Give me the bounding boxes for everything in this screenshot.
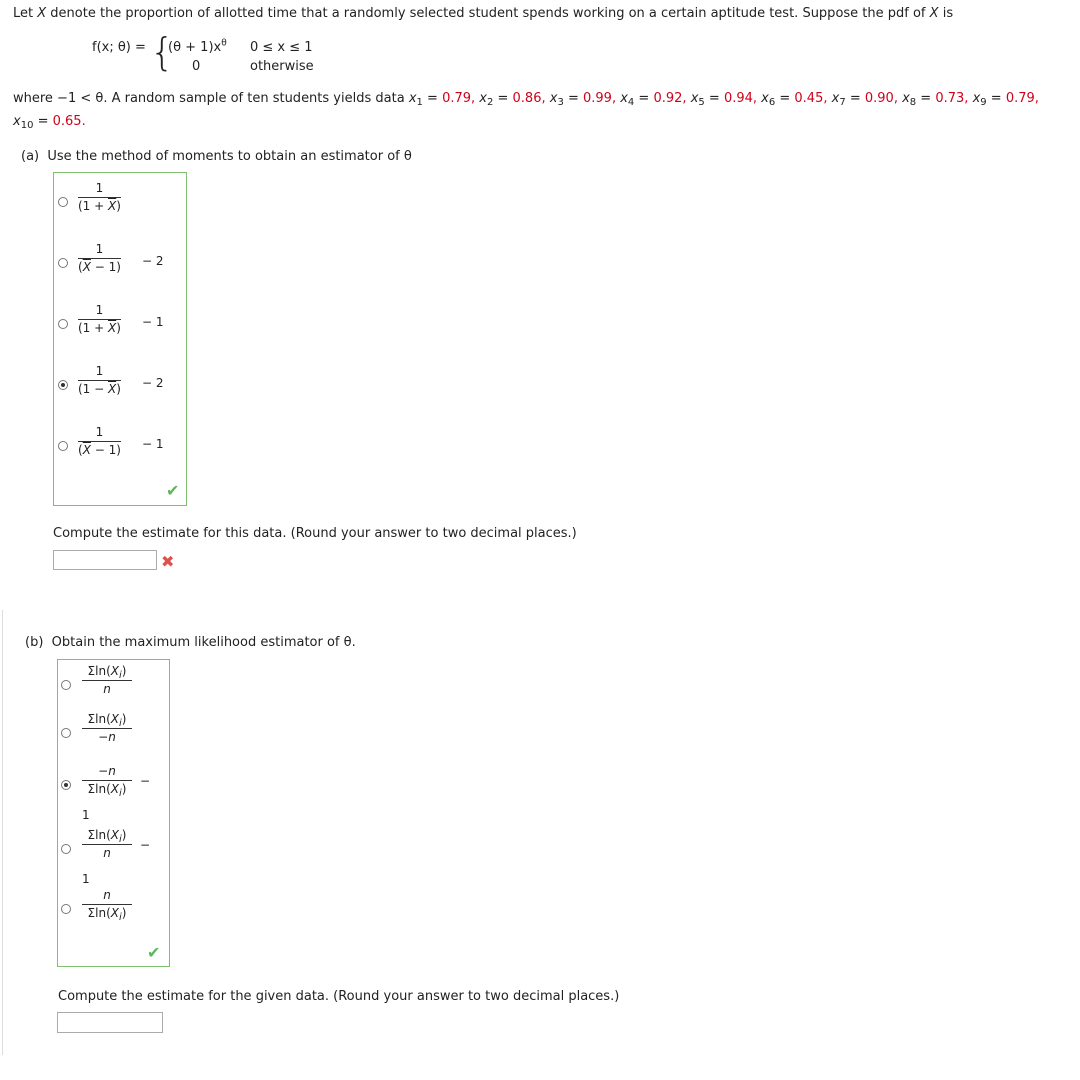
pdf-case1-expr: $(\theta + 1)x^\theta$ — [168, 38, 227, 55]
question-intro: Let X denote the proportion of allotted time that a randomly selected student spends working on a certain aptitude test. Suppose the pdf of X is — [13, 6, 954, 21]
part-b-options-box — [57, 659, 170, 967]
pdf-case2-cond: otherwise — [250, 59, 314, 74]
part-b-compute-prompt: Compute the estimate for the given data. (Round your answer to two decimal places.) — [58, 989, 620, 1004]
data-value: $x_2 = 0.86$, — [479, 91, 550, 108]
option-tail: − 2 — [142, 376, 164, 390]
option-tail: − 1 — [142, 315, 164, 329]
radio-button[interactable] — [61, 780, 71, 790]
option-tail: − — [140, 774, 151, 788]
radio-button[interactable] — [58, 319, 68, 329]
data-line-2 — [13, 114, 86, 129]
radio-button[interactable] — [61, 844, 71, 854]
data-value: $x_9 = 0.79$, — [972, 91, 1039, 108]
part-a-option-3: 1 $(1 + \overline{X})$ — [78, 303, 121, 335]
part-b-option-5: n $\Sigma\ln(X_i)$ — [82, 888, 132, 920]
pdf-case2-expr: 0 — [192, 59, 201, 74]
part-a-option-5: 1 $(\overline{X} - 1)$ — [78, 425, 121, 457]
radio-button[interactable] — [58, 380, 68, 390]
pdf-brace: { — [150, 30, 175, 74]
data-value: $x_{10} = 0.65$. — [13, 114, 86, 131]
radio-button[interactable] — [58, 197, 68, 207]
data-value: $x_5 = 0.94$, — [690, 91, 762, 108]
part-b-prompt: (b) Obtain the maximum likelihood estimator of θ. — [25, 635, 356, 650]
part-a-option-2: 1 $(\overline{X} - 1)$ — [78, 242, 121, 274]
part-b-answer-input[interactable] — [57, 1012, 163, 1033]
data-value: $x_1 = 0.79$, — [408, 91, 480, 108]
radio-button[interactable] — [61, 728, 71, 738]
part-a-option-1: 1 $(1 + \overline{X})$ — [78, 181, 121, 213]
pdf-lhs: f(x; θ) = — [92, 40, 146, 55]
data-value: $x_8 = 0.73$, — [902, 91, 973, 108]
data-value: $x_6 = 0.45$, — [761, 91, 832, 108]
x-icon: ✖ — [161, 552, 175, 571]
data-line: where −1 < θ. A random sample of ten students yields data $x_1 = 0.79$, $x_2 = 0.86$, $x_3 = 0.99$, $x_4 = 0.92$, $x_5 = 0.94$, $x_6 = 0.45$, $x_7 = 0.90$, $x_8 = 0.73$, $x_9 = 0.79$, — [13, 91, 1039, 108]
radio-button[interactable] — [61, 680, 71, 690]
radio-button[interactable] — [61, 904, 71, 914]
data-value: $x_4 = 0.92$, — [620, 91, 691, 108]
part-b-option-4: $\Sigma\ln(X_i)$ n — [82, 828, 132, 860]
part-b-option-2: $\Sigma\ln(X_i)$ −n — [82, 712, 132, 744]
option-below: 1 — [82, 872, 90, 886]
radio-button[interactable] — [58, 441, 68, 451]
data-value: $x_3 = 0.99$, — [549, 91, 621, 108]
check-icon: ✔ — [166, 481, 180, 500]
part-a-option-4: 1 $(1 - \overline{X})$ — [78, 364, 121, 396]
pdf-case1-cond: 0 ≤ x ≤ 1 — [250, 40, 313, 55]
radio-button[interactable] — [58, 258, 68, 268]
section-divider — [2, 610, 3, 1055]
part-a-prompt: (a) Use the method of moments to obtain an estimator of θ — [21, 149, 412, 164]
option-below: 1 — [82, 808, 90, 822]
option-tail: − 2 — [142, 254, 164, 268]
check-icon: ✔ — [147, 943, 161, 962]
option-tail: − — [140, 838, 151, 852]
part-b-option-1: $\Sigma\ln(X_i)$ n — [82, 664, 132, 696]
option-tail: − 1 — [142, 437, 164, 451]
part-a-options-box — [53, 172, 187, 506]
data-value: $x_7 = 0.90$, — [831, 91, 903, 108]
part-a-compute-prompt: Compute the estimate for this data. (Round your answer to two decimal places.) — [53, 526, 577, 541]
part-a-answer-input[interactable] — [53, 550, 157, 570]
part-b-option-3: −n $\Sigma\ln(X_i)$ — [82, 764, 132, 796]
